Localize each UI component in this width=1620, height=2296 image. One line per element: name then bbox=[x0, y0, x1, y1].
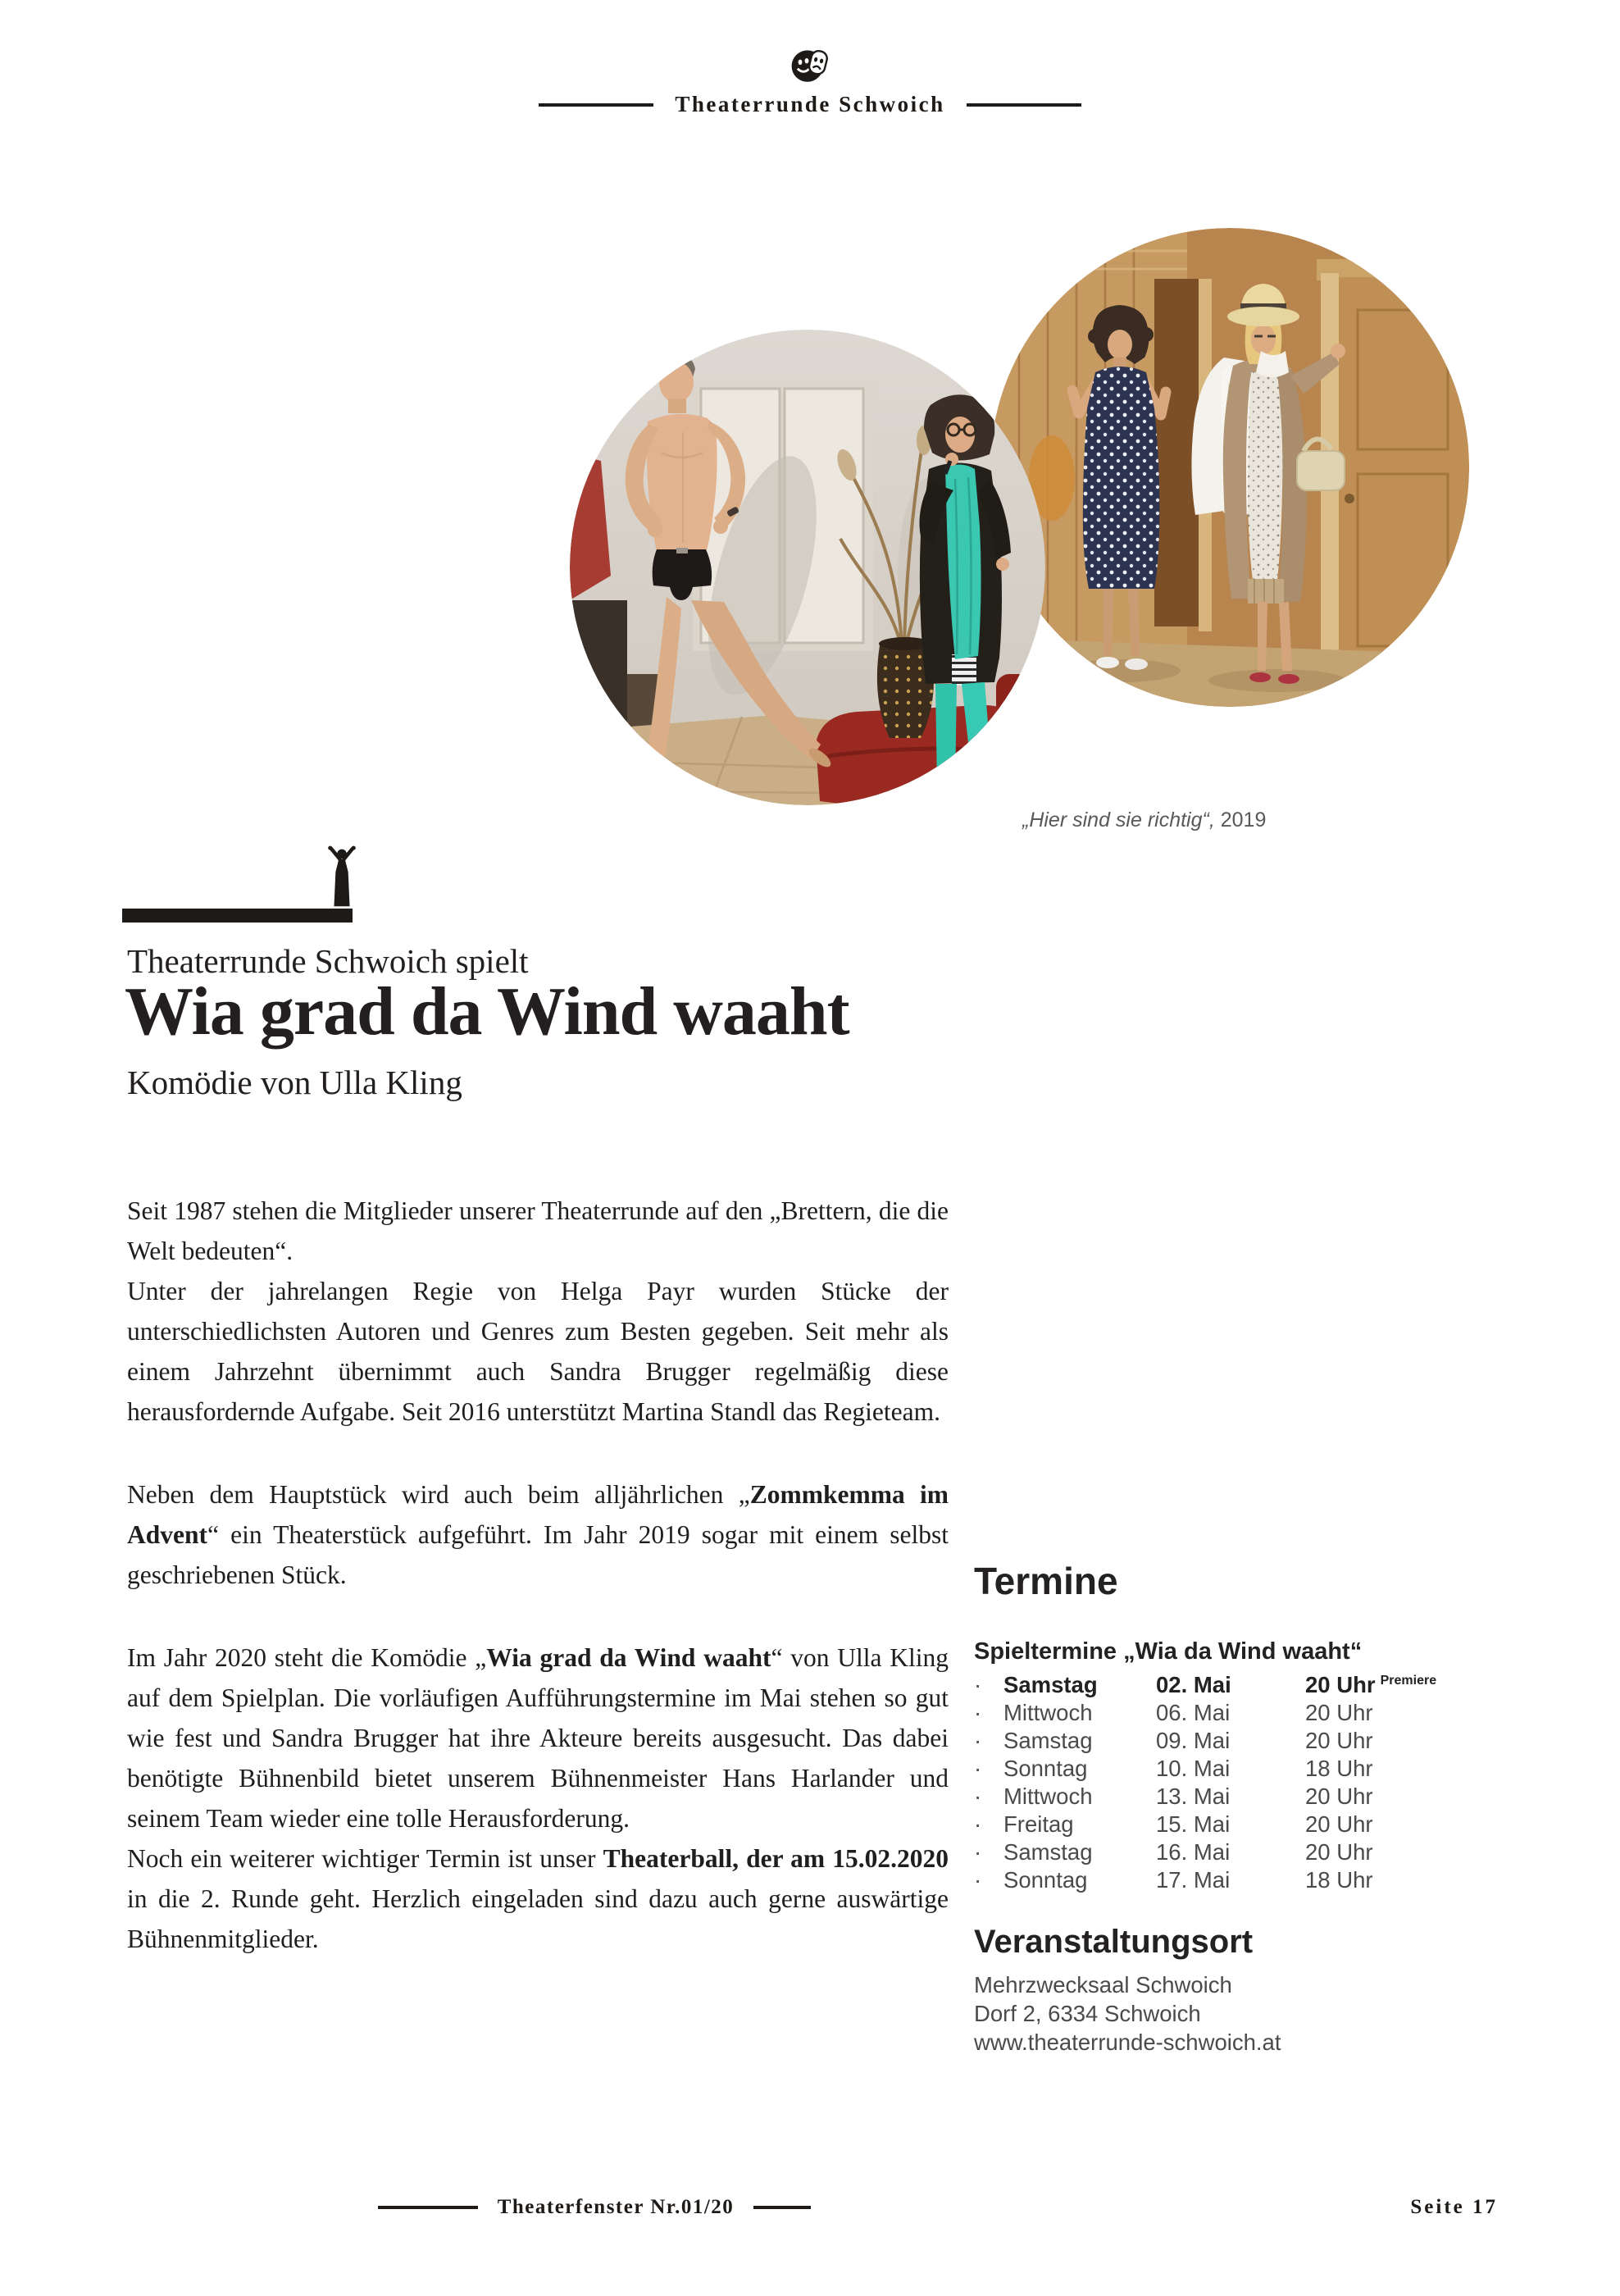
schedule-date: 02. Mai bbox=[1156, 1672, 1231, 1697]
page-number: Seite 17 bbox=[1410, 2196, 1498, 2218]
article-kicker: Theaterrunde Schwoich spielt bbox=[127, 942, 529, 980]
schedule-time: 18 Uhr bbox=[1305, 1756, 1373, 1781]
schedule-day: Sonntag bbox=[1003, 1756, 1088, 1781]
schedule-row bbox=[974, 1784, 1476, 1811]
schedule-date: 15. Mai bbox=[1156, 1811, 1231, 1837]
termine-heading: Termine bbox=[974, 1560, 1118, 1602]
schedule-bullet: · bbox=[974, 1867, 982, 1893]
paragraph: Neben dem Hauptstück wird auch beim alljährlichen „Zommkemma im Advent“ ein Theaterstück aufgeführt. Im Jahr 2019 sogar mit einem selbst geschriebenen Stück. bbox=[127, 1480, 949, 1589]
stage-photo-left bbox=[570, 330, 1045, 805]
stage-bar-rule bbox=[122, 909, 353, 922]
schedule-row bbox=[974, 1867, 1476, 1895]
schedule-time: 20 Uhr bbox=[1305, 1811, 1373, 1837]
schedule-time: 20 Uhr bbox=[1305, 1839, 1373, 1865]
schedule-bullet: · bbox=[974, 1700, 982, 1725]
schedule-time: 20 Uhr $^{Premiere}$ bbox=[1305, 1672, 1437, 1697]
schedule-time: 18 Uhr bbox=[1305, 1867, 1373, 1893]
venue-url: www.theaterrunde-schwoich.at bbox=[974, 2029, 1281, 2055]
schedule-bullet: · bbox=[974, 1839, 982, 1865]
footer-center bbox=[0, 2196, 1189, 2219]
schedule-time: 20 Uhr bbox=[1305, 1728, 1373, 1753]
paragraph: Seit 1987 stehen die Mitglieder unserer Theaterrunde auf den „Brettern, die die Welt bedeuten“. Unter der jahrelangen Regie von Helga Payr wurden Stücke der unterschiedlichsten Autoren und Genres zum Besten gegeben. Seit mehr als einem Jahrzehnt übernimmt auch Sandra Brugger regelmäßig diese herausfordernde Aufgabe. Seit 2016 unterstützt Martina Standl das Regieteam. bbox=[127, 1196, 949, 1426]
schedule-bullet: · bbox=[974, 1728, 982, 1753]
article-subtitle: Komödie von Ulla Kling bbox=[127, 1064, 462, 1101]
schedule-list bbox=[974, 1672, 1476, 1895]
header-rule-left bbox=[539, 103, 653, 107]
schedule-row bbox=[974, 1672, 1476, 1700]
schedule-date: 09. Mai bbox=[1156, 1728, 1231, 1753]
schedule-time: 20 Uhr bbox=[1305, 1784, 1373, 1809]
schedule-row bbox=[974, 1811, 1476, 1839]
footer-rule-right bbox=[753, 2206, 811, 2209]
comedy-tragedy-masks-icon bbox=[790, 46, 830, 84]
schedule-day: Samstag bbox=[1003, 1728, 1093, 1753]
schedule-day: Freitag bbox=[1003, 1811, 1074, 1837]
page-header bbox=[0, 46, 1620, 117]
schedule-row bbox=[974, 1728, 1476, 1756]
stage-photo-right bbox=[990, 228, 1469, 707]
article-body bbox=[127, 1191, 949, 2002]
venue-line-1: Mehrzwecksaal Schwoich bbox=[974, 1972, 1232, 1998]
schedule-day: Samstag bbox=[1003, 1672, 1098, 1697]
paragraph: Im Jahr 2020 steht die Komödie „Wia grad da Wind waaht“ von Ulla Kling auf dem Spielplan. Die vorläufigen Aufführungstermine im Mai stehen so gut wie fest und Sandra Brugger hat ihre Akteure bereits ausgesucht. Das dabei benötigte Bühnenbild bietet unserem Bühnenmeister Hans Harlander und seinem Team wieder eine tolle Herausforderung. Noch ein weiterer wichtiger Termin ist unser Theaterball, der am 15.02.2020 in die 2. Runde geht. Herzlich eingeladen sind dazu auch gerne auswärtige Bühnenmitglieder. bbox=[127, 1643, 949, 1953]
photo-caption bbox=[1022, 809, 1266, 832]
schedule-date: 16. Mai bbox=[1156, 1839, 1231, 1865]
schedule-bullet: · bbox=[974, 1756, 982, 1781]
schedule-date: 13. Mai bbox=[1156, 1784, 1231, 1809]
actor-silhouette-icon bbox=[325, 843, 359, 910]
schedule-bullet: · bbox=[974, 1672, 982, 1697]
schedule-time: 20 Uhr bbox=[1305, 1700, 1373, 1725]
sidebar bbox=[974, 1560, 1476, 2057]
schedule-day: Mittwoch bbox=[1003, 1784, 1093, 1809]
schedule-title: Spieltermine „Wia da Wind waaht“ bbox=[974, 1638, 1363, 1665]
schedule-date: 06. Mai bbox=[1156, 1700, 1231, 1725]
schedule-row bbox=[974, 1756, 1476, 1784]
venue-address bbox=[974, 1970, 1476, 2057]
premiere-note: Premiere bbox=[1380, 1673, 1437, 1688]
footer-issue: Theaterfenster Nr.01/20 bbox=[497, 2196, 735, 2218]
footer-rule-left bbox=[378, 2206, 478, 2209]
article-title: Wia grad da Wind waaht bbox=[125, 973, 849, 1050]
schedule-row bbox=[974, 1839, 1476, 1867]
header-rule-right bbox=[967, 103, 1081, 107]
brand-row bbox=[539, 92, 1081, 117]
brand-title: Theaterrunde Schwoich bbox=[675, 92, 945, 116]
schedule-date: 10. Mai bbox=[1156, 1756, 1231, 1781]
schedule-day: Mittwoch bbox=[1003, 1700, 1093, 1725]
schedule-bullet: · bbox=[974, 1811, 982, 1837]
schedule-bullet: · bbox=[974, 1784, 982, 1809]
schedule-date: 17. Mai bbox=[1156, 1867, 1231, 1893]
venue-line-2: Dorf 2, 6334 Schwoich bbox=[974, 2001, 1201, 2026]
venue-heading: Veranstaltungsort bbox=[974, 1924, 1254, 1960]
schedule-row bbox=[974, 1700, 1476, 1728]
schedule-day: Sonntag bbox=[1003, 1867, 1088, 1893]
schedule-day: Samstag bbox=[1003, 1839, 1093, 1865]
caption-year: 2019 bbox=[1214, 809, 1267, 831]
caption-quote: „Hier sind sie richtig“, bbox=[1022, 809, 1215, 831]
